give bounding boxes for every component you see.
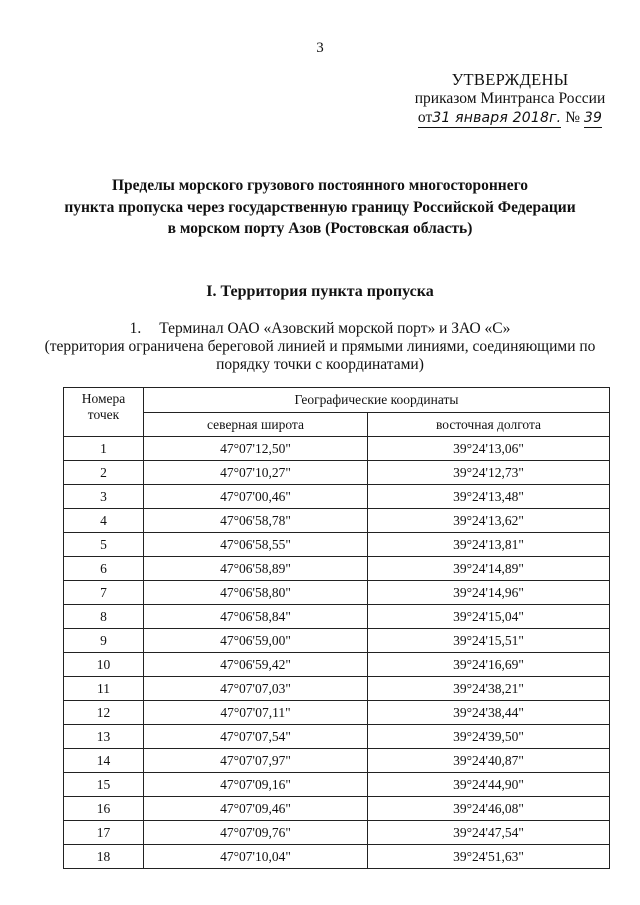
latitude-cell: 47°07'09,76" [144, 821, 368, 845]
table-row [64, 797, 610, 821]
latitude-cell: 47°06'58,80" [144, 581, 368, 605]
table-row [64, 701, 610, 725]
latitude-cell: 47°07'09,46" [144, 797, 368, 821]
title-line-2: пункта пропуска через государственную границу Российской Федерации [64, 198, 576, 216]
longitude-cell: 39°24'12,73" [368, 461, 610, 485]
latitude-cell: 47°06'58,89" [144, 557, 368, 581]
latitude-cell: 47°07'00,46" [144, 485, 368, 509]
table-row [64, 485, 610, 509]
table-row [64, 653, 610, 677]
latitude-cell: 47°07'10,27" [144, 461, 368, 485]
point-number-cell: 1 [64, 437, 144, 461]
table-row [64, 845, 610, 869]
header-longitude: восточная долгота [368, 413, 610, 437]
coordinates-table [63, 387, 610, 869]
point-number-cell: 3 [64, 485, 144, 509]
terminal-number: 1. [129, 320, 142, 337]
table-row [64, 557, 610, 581]
table-row [64, 773, 610, 797]
point-number-cell: 17 [64, 821, 144, 845]
point-number-cell: 8 [64, 605, 144, 629]
handwritten-number: 39 [583, 110, 603, 126]
latitude-cell: 47°07'07,97" [144, 749, 368, 773]
terminal-note-line-1: (территория ограничена береговой линией и прямыми линиями, соединяющими по [44, 338, 596, 355]
longitude-cell: 39°24'38,21" [368, 677, 610, 701]
page-number: 3 [316, 40, 324, 56]
terminal-note-line-2: порядку точки с координатами) [216, 356, 424, 373]
document-title [40, 175, 600, 240]
point-number-cell: 7 [64, 581, 144, 605]
table-row [64, 533, 610, 557]
point-number-cell: 18 [64, 845, 144, 869]
table-row [64, 749, 610, 773]
point-number-cell: 11 [64, 677, 144, 701]
point-number-cell: 13 [64, 725, 144, 749]
table-body [64, 437, 610, 869]
point-number-cell: 10 [64, 653, 144, 677]
header-points-line-1: Номера [81, 391, 126, 406]
date-prefix: от [417, 109, 433, 126]
latitude-cell: 47°07'07,11" [144, 701, 368, 725]
longitude-cell: 39°24'13,06" [368, 437, 610, 461]
point-number-cell: 14 [64, 749, 144, 773]
point-number-cell: 9 [64, 629, 144, 653]
table-row [64, 581, 610, 605]
longitude-cell: 39°24'13,62" [368, 509, 610, 533]
section-heading: I. Территория пункта пропуска [206, 283, 434, 300]
latitude-cell: 47°06'59,42" [144, 653, 368, 677]
approval-heading: УТВЕРЖДЕНЫ [451, 70, 569, 89]
longitude-cell: 39°24'47,54" [368, 821, 610, 845]
point-number-cell: 6 [64, 557, 144, 581]
longitude-cell: 39°24'16,69" [368, 653, 610, 677]
latitude-cell: 47°06'58,78" [144, 509, 368, 533]
table-row [64, 725, 610, 749]
longitude-cell: 39°24'15,51" [368, 629, 610, 653]
header-points [64, 388, 144, 437]
longitude-cell: 39°24'13,81" [368, 533, 610, 557]
approval-order-line [400, 108, 620, 128]
point-number-cell: 4 [64, 509, 144, 533]
table-row [64, 437, 610, 461]
longitude-cell: 39°24'40,87" [368, 749, 610, 773]
table-row [64, 605, 610, 629]
latitude-cell: 47°07'07,03" [144, 677, 368, 701]
longitude-cell: 39°24'51,63" [368, 845, 610, 869]
point-number-cell: 16 [64, 797, 144, 821]
latitude-cell: 47°06'58,55" [144, 533, 368, 557]
latitude-cell: 47°06'59,00" [144, 629, 368, 653]
header-geo-coordinates: Географические координаты [144, 388, 610, 413]
longitude-cell: 39°24'14,89" [368, 557, 610, 581]
point-number-cell: 15 [64, 773, 144, 797]
latitude-cell: 47°07'12,50" [144, 437, 368, 461]
number-prefix: № [565, 109, 580, 126]
handwritten-date: 31 января 2018г. [432, 110, 562, 126]
title-line-1: Пределы морского грузового постоянного многостороннего [112, 177, 528, 194]
point-number-cell: 2 [64, 461, 144, 485]
terminal-description [40, 320, 600, 374]
table-row [64, 821, 610, 845]
latitude-cell: 47°06'58,84" [144, 605, 368, 629]
terminal-name: Терминал ОАО «Азовский морской порт» и ЗАО «С» [159, 320, 511, 337]
longitude-cell: 39°24'15,04" [368, 605, 610, 629]
latitude-cell: 47°07'09,16" [144, 773, 368, 797]
longitude-cell: 39°24'44,90" [368, 773, 610, 797]
terminal-title [40, 320, 600, 338]
latitude-cell: 47°07'10,04" [144, 845, 368, 869]
approval-order-by: приказом Минтранса России [414, 90, 606, 107]
longitude-cell: 39°24'38,44" [368, 701, 610, 725]
header-points-line-2: точек [87, 407, 120, 422]
longitude-cell: 39°24'39,50" [368, 725, 610, 749]
point-number-cell: 12 [64, 701, 144, 725]
latitude-cell: 47°07'07,54" [144, 725, 368, 749]
longitude-cell: 39°24'46,08" [368, 797, 610, 821]
longitude-cell: 39°24'13,48" [368, 485, 610, 509]
table-row [64, 629, 610, 653]
table-row [64, 677, 610, 701]
approval-block [400, 70, 620, 128]
table-row [64, 461, 610, 485]
header-latitude: северная широта [144, 413, 368, 437]
table-row [64, 509, 610, 533]
point-number-cell: 5 [64, 533, 144, 557]
longitude-cell: 39°24'14,96" [368, 581, 610, 605]
title-line-3: в морском порту Азов (Ростовская область) [167, 220, 473, 237]
